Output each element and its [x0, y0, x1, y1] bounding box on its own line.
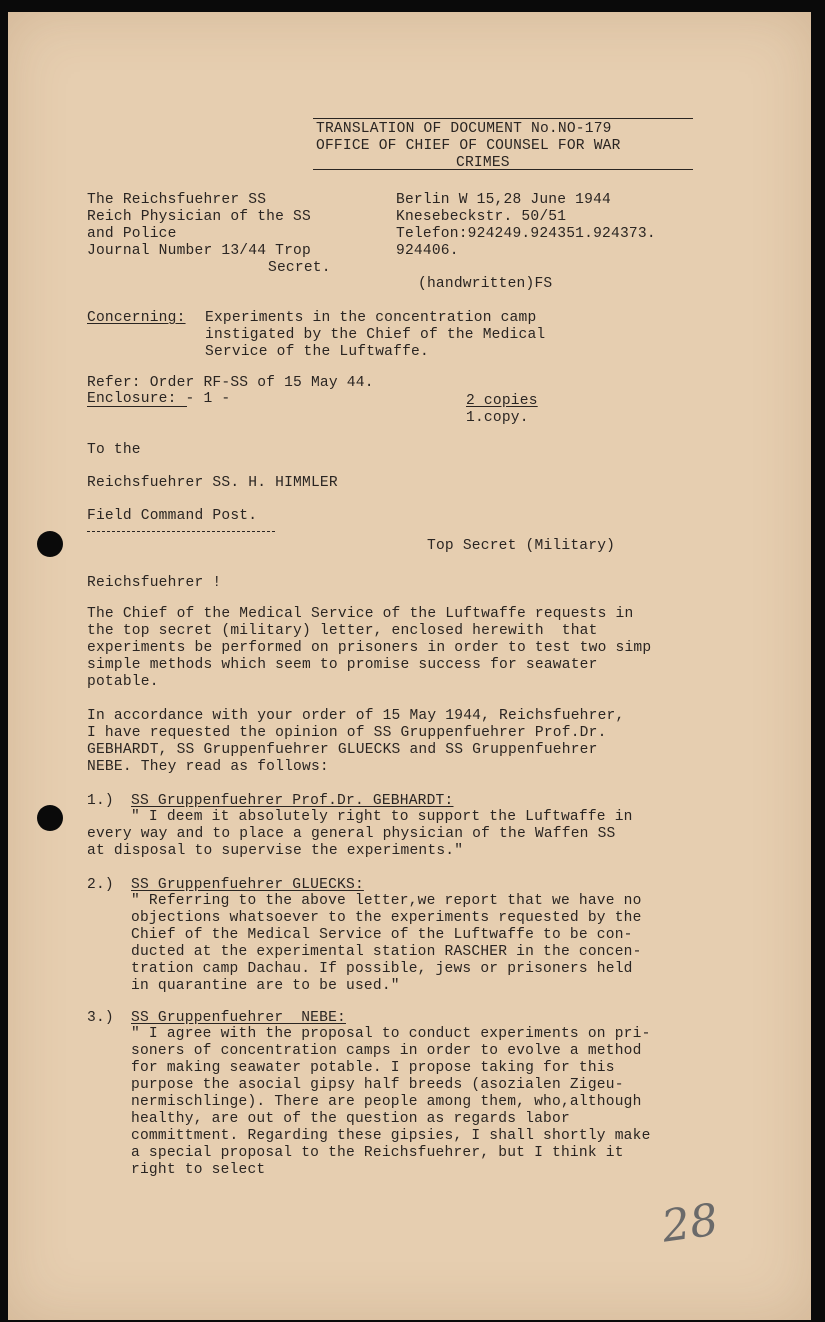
- opinion3-line-1: " I agree with the proposal to conduct experiments on pri-: [131, 1026, 651, 1042]
- paragraph1-line-3: experiments be performed on prisoners in order to test two simp: [87, 640, 652, 656]
- classification: Top Secret (Military): [427, 538, 616, 554]
- opinion3-line-3: for making seawater potable. I propose taking for this: [131, 1060, 615, 1076]
- sender-line-1: The Reichsfuehrer SS: [87, 192, 267, 208]
- opinion2-line-2: objections whatsoever to the experiments requested by the: [131, 910, 642, 926]
- recipient-rule: [87, 531, 275, 532]
- opinion3-line-2: soners of concentration camps in order to evolve a method: [131, 1043, 642, 1059]
- opinion2-line-4: ducted at the experimental station RASCHER in the concen-: [131, 944, 642, 960]
- opinion3-line-4: purpose the asocial gipsy half breeds (asozialen Zigeu-: [131, 1077, 624, 1093]
- header-rule-top: [313, 118, 693, 119]
- recipient-post: Field Command Post.: [87, 508, 258, 524]
- paragraph1-line-2: the top secret (military) letter, enclosed herewith that: [87, 623, 598, 639]
- header-rule-bottom: [313, 169, 693, 170]
- address-line-2: Knesebeckstr. 50/51: [396, 209, 567, 225]
- handwritten-note: (handwritten)FS: [418, 276, 553, 292]
- opinion3-name: SS Gruppenfuehrer NEBE:: [131, 1010, 346, 1026]
- header-line-1: TRANSLATION OF DOCUMENT No.NO-179: [316, 121, 612, 137]
- opinion3-line-9: right to select: [131, 1162, 266, 1178]
- sender-line-4: Journal Number 13/44 Trop: [87, 243, 311, 259]
- opinion2-name: SS Gruppenfuehrer GLUECKS:: [131, 877, 364, 893]
- opinion1-line-3: at disposal to supervise the experiments.": [87, 843, 464, 859]
- header-line-2: OFFICE OF CHIEF OF COUNSEL FOR WAR: [316, 138, 621, 154]
- paragraph2-line-1: In accordance with your order of 15 May 1944, Reichsfuehrer,: [87, 708, 625, 724]
- recipient-name: Reichsfuehrer SS. H. HIMMLER: [87, 475, 338, 491]
- header-line-3: CRIMES: [456, 155, 510, 171]
- address-line-1: Berlin W 15,28 June 1944: [396, 192, 611, 208]
- opinion2-line-3: Chief of the Medical Service of the Luftwaffe to be con-: [131, 927, 633, 943]
- opinion3-number: 3.): [87, 1010, 114, 1026]
- salutation: Reichsfuehrer !: [87, 575, 222, 591]
- paragraph2-line-4: NEBE. They read as follows:: [87, 759, 329, 775]
- paragraph1-line-1: The Chief of the Medical Service of the Luftwaffe requests in: [87, 606, 634, 622]
- enclosure-line: Enclosure: - 1 -: [87, 391, 231, 407]
- page-number: 28: [658, 1194, 722, 1253]
- concerning-line-2: instigated by the Chief of the Medical: [205, 327, 546, 343]
- opinion1-line-1: " I deem it absolutely right to support the Luftwaffe in: [131, 809, 633, 825]
- opinion2-line-1: " Referring to the above letter,we report that we have no: [131, 893, 642, 909]
- sender-line-3: and Police: [87, 226, 177, 242]
- concerning-label: Concerning:: [87, 310, 186, 326]
- paragraph2-line-2: I have requested the opinion of SS Gruppenfuehrer Prof.Dr.: [87, 725, 607, 741]
- refer-underline: [87, 406, 187, 407]
- recipient-to: To the: [87, 442, 141, 458]
- opinion3-line-6: healthy, are out of the question as regards labor: [131, 1111, 570, 1127]
- punch-hole-bottom: [37, 805, 63, 831]
- opinion1-name: SS Gruppenfuehrer Prof.Dr. GEBHARDT:: [131, 793, 454, 809]
- opinion3-line-5: nermischlinge). There are people among them, who,although: [131, 1094, 642, 1110]
- opinion3-line-7: committment. Regarding these gipsies, I shall shortly make: [131, 1128, 651, 1144]
- paragraph1-line-4: simple methods which seem to promise success for seawater: [87, 657, 598, 673]
- opinion1-number: 1.): [87, 793, 114, 809]
- paragraph1-line-5: potable.: [87, 674, 159, 690]
- copy-number: 1.copy.: [466, 410, 529, 426]
- opinion2-line-6: in quarantine are to be used.": [131, 978, 400, 994]
- concerning-line-3: Service of the Luftwaffe.: [205, 344, 429, 360]
- opinion1-line-2: every way and to place a general physician of the Waffen SS: [87, 826, 616, 842]
- opinion2-number: 2.): [87, 877, 114, 893]
- sender-line-5: Secret.: [268, 260, 331, 276]
- opinion2-line-5: tration camp Dachau. If possible, jews or prisoners held: [131, 961, 633, 977]
- paragraph2-line-3: GEBHARDT, SS Gruppenfuehrer GLUECKS and SS Gruppenfuehrer: [87, 742, 598, 758]
- opinion3-line-8: a special proposal to the Reichsfuehrer, but I think it: [131, 1145, 624, 1161]
- copies-count: 2 copies: [466, 393, 538, 409]
- address-line-4: 924406.: [396, 243, 459, 259]
- punch-hole-top: [37, 531, 63, 557]
- concerning-line-1: Experiments in the concentration camp: [205, 310, 537, 326]
- address-line-3: Telefon:924249.924351.924373.: [396, 226, 656, 242]
- refer-line: Refer: Order RF-SS of 15 May 44.: [87, 375, 374, 391]
- sender-line-2: Reich Physician of the SS: [87, 209, 311, 225]
